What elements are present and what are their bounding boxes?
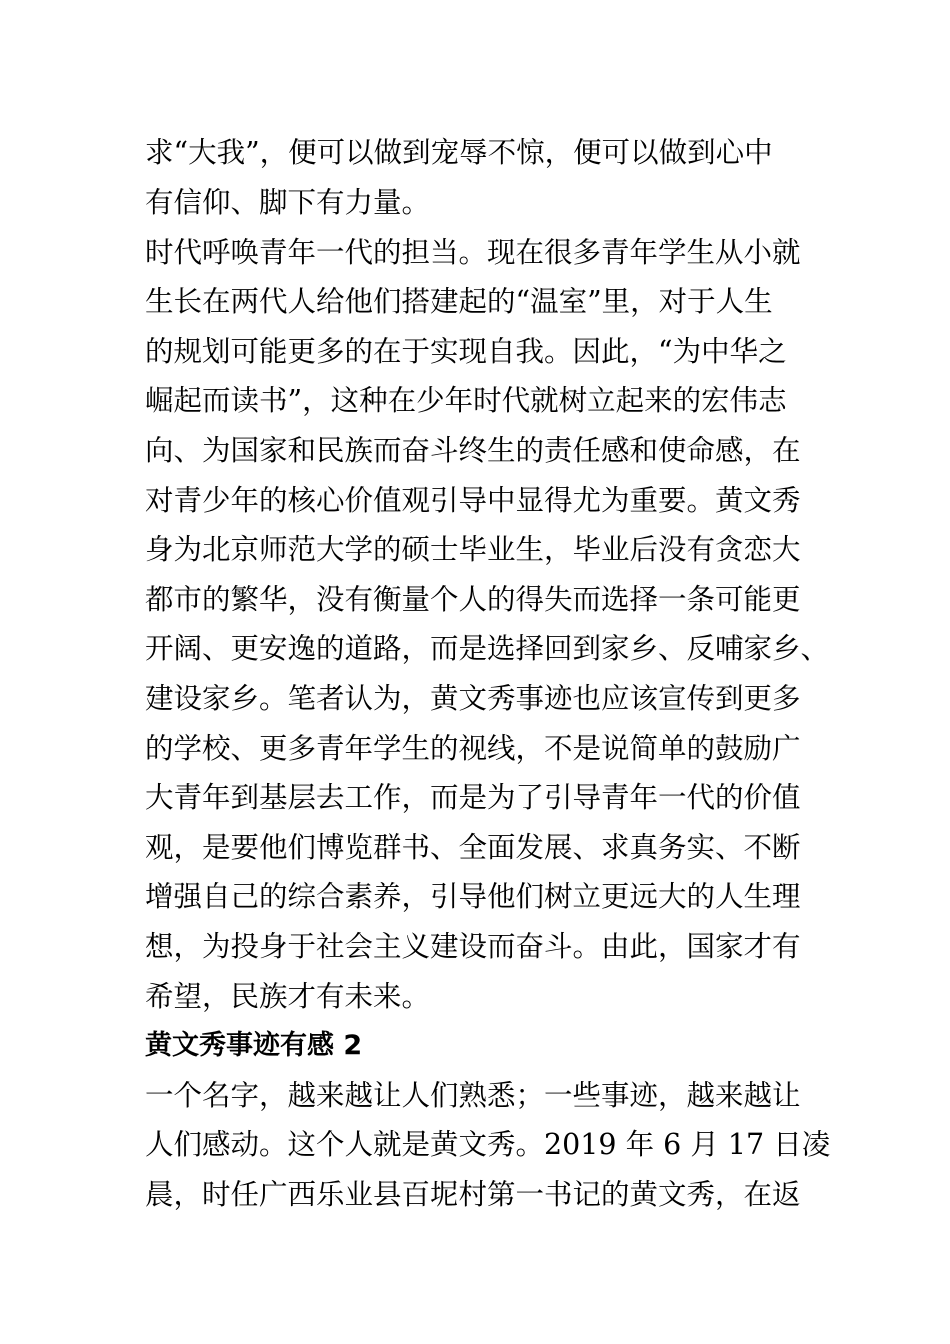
text-line: 的规划可能更多的在于实现自我。因此，“为中华之 (145, 335, 787, 368)
text-line: 时代呼唤青年一代的担当。现在很多青年学生从小就 (145, 236, 801, 269)
text-line: 人们感动。这个人就是黄文秀。2019 年 6 月 17 日凌 (145, 1128, 831, 1161)
text-line: 的学校、更多青年学生的视线，不是说简单的鼓励广 (145, 732, 801, 765)
text-line: 崛起而读书”，这种在少年时代就树立起来的宏伟志 (145, 384, 787, 417)
text-line: 都市的繁华，没有衡量个人的得失而选择一条可能更 (145, 583, 801, 616)
text-line: 开阔、更安逸的道路，而是选择回到家乡、反哺家乡、 (145, 632, 830, 665)
text-line: 有信仰、脚下有力量。 (145, 186, 431, 219)
text-line: 大青年到基层去工作，而是为了引导青年一代的价值 (145, 781, 801, 814)
text-line: 建设家乡。笔者认为，黄文秀事迹也应该宣传到更多 (145, 682, 801, 715)
text-line: 想，为投身于社会主义建设而奋斗。由此，国家才有 (145, 930, 801, 963)
text-line: 希望，民族才有未来。 (145, 980, 431, 1013)
text-line: 观，是要他们博览群书、全面发展、求真务实、不断 (145, 831, 801, 864)
text-line: 增强自己的综合素养，引导他们树立更远大的人生理 (145, 880, 801, 913)
text-line: 一个名字，越来越让人们熟悉；一些事迹，越来越让 (145, 1079, 801, 1112)
section-heading: 黄文秀事迹有感 2 (145, 1030, 363, 1061)
text-line: 身为北京师范大学的硕士毕业生，毕业后没有贪恋大 (145, 533, 801, 566)
text-line: 生长在两代人给他们搭建起的“温室”里，对于人生 (145, 285, 773, 318)
text-line: 向、为国家和民族而奋斗终生的责任感和使命感，在 (145, 434, 801, 467)
text-line: 晨，时任广西乐业县百坭村第一书记的黄文秀，在返 (145, 1178, 801, 1211)
text-line: 求“大我”，便可以做到宠辱不惊，便可以做到心中 (145, 136, 773, 169)
text-line: 对青少年的核心价值观引导中显得尤为重要。黄文秀 (145, 484, 801, 517)
